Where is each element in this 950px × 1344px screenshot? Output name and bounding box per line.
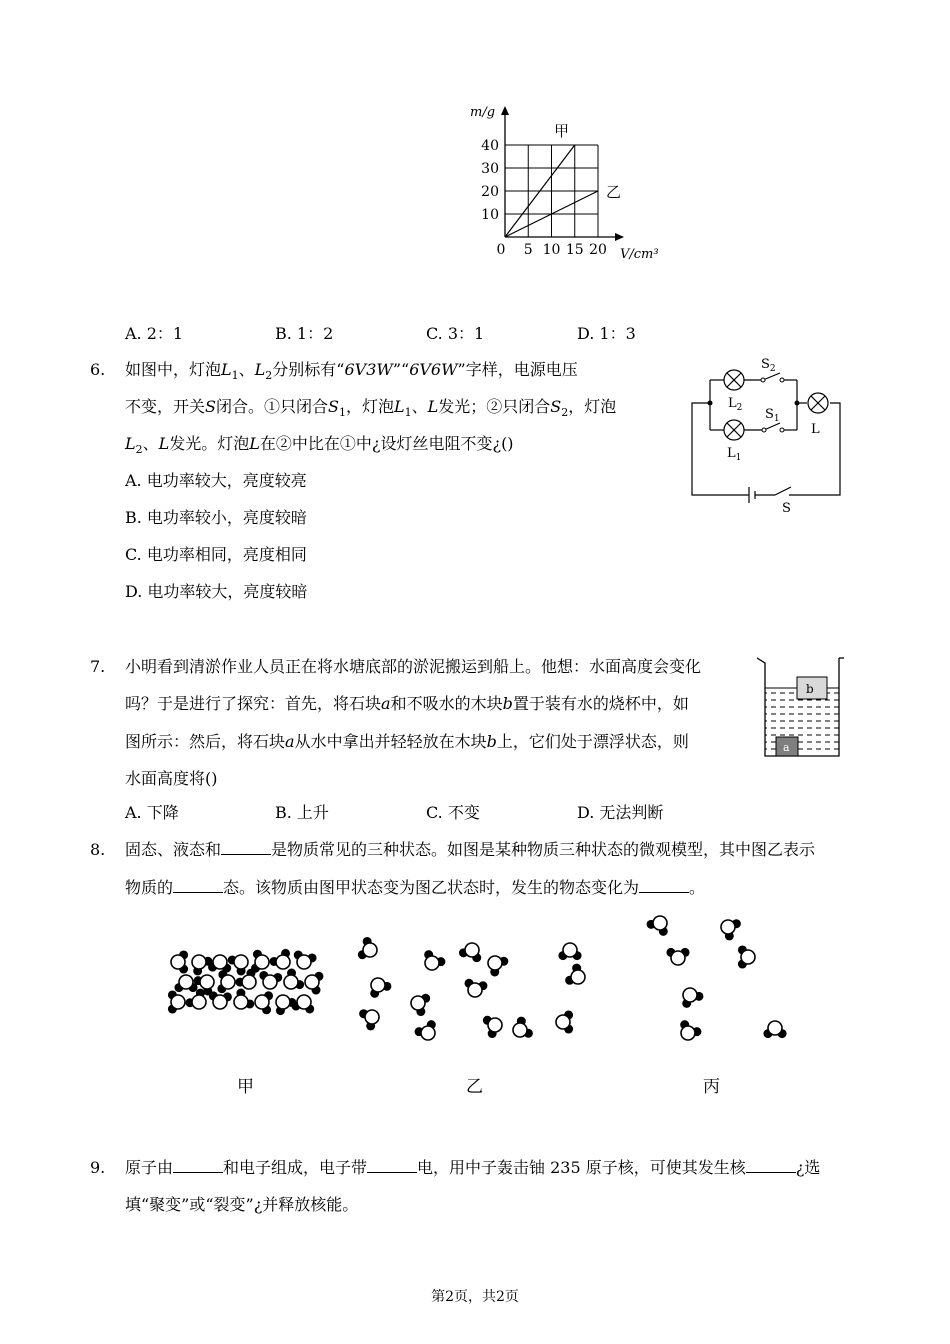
q6-text: 、 [142,434,159,453]
y-tick-label: 40 [481,138,499,154]
q8-text: 固态、液态和 [125,840,222,859]
rating-1: 6V3W [344,360,393,379]
q6-option-b[interactable]: B. 电功率较小，亮度较暗 [125,508,307,527]
molecule [558,943,581,960]
molecule [208,955,231,973]
blank-5[interactable] [367,1158,417,1173]
label-a: a [783,741,790,754]
q7-line-1: 小明看到清淤作业人员正在将水塘底部的淤泥搬运到船上。他想：水面高度会变化 [125,657,702,676]
blank-2[interactable] [173,878,223,893]
q5-option-c[interactable]: C. 3：1 [426,324,485,343]
var-S: S [205,397,216,416]
q6-line-3 [125,432,514,462]
x-tick-label: 0 [496,242,506,258]
var-L: L [393,397,405,416]
label-b: b [806,682,814,696]
q6-text: 在②中比在①中¿设灯丝电阻不变¿() [259,434,514,453]
q5-option-d[interactable]: D. 1：3 [577,324,636,343]
q8-text: 物质的 [125,878,174,897]
molecule [251,950,269,973]
q8-text: 态。该物质由图甲状态变为图乙状态时，发生的物态变化为 [223,878,640,897]
sub: 2 [561,406,569,420]
q8-line-1 [125,838,815,862]
sub: 1 [338,406,346,420]
q6-text: 发光；②只闭合 [438,397,551,416]
x-axis-label: V/cm³ [620,247,659,262]
q7-text: 从水中拿出并轻轻放在木块 [294,732,487,751]
q7-text: 上，它们处于漂浮状态，则 [496,732,689,751]
x-tick-labels [497,242,607,258]
molecule [284,969,304,990]
var-L: L [221,360,232,379]
q6-option-c[interactable]: C. 电功率相同，亮度相同 [125,545,307,564]
q8-number: 8. [90,840,106,859]
q9-number: 9. [90,1158,106,1177]
molecule [168,990,185,1013]
q7-option-c[interactable]: C. 不变 [426,803,480,822]
y-tick-label: 10 [481,207,499,223]
beaker-diagram [752,655,848,761]
q6-text: 、 [411,397,428,416]
molecule [488,956,508,976]
q6-text: ，灯泡 [345,397,394,416]
q9-text: ¿选 [795,1158,821,1177]
var-L: L [125,434,136,453]
molecule [217,970,235,993]
q7-line-3 [125,730,689,754]
rating-2: 6V6W [409,360,458,379]
molecule [763,1021,786,1038]
molecule [259,971,282,989]
x-tick-label: 20 [589,242,607,258]
q7-number: 7. [90,657,106,676]
molecule [666,948,689,965]
molecule [359,1009,379,1030]
q7-text: 吗？于是进行了探究：首先，将石块 [125,694,382,713]
label-S1: $S_1$ [765,407,780,424]
var-S: S [550,397,562,416]
molecule [234,989,254,1009]
var-b: b [486,732,497,751]
q7-line-4: 水面高度将() [125,769,218,788]
page-footer: 第2页，共2页 [431,1289,519,1305]
var-a: a [381,694,391,713]
label-L2: $L_2$ [728,396,743,413]
x-tick-label: 10 [542,242,561,258]
var-L: L [427,397,439,416]
y-tick-labels [481,138,499,223]
sub: 2 [135,443,143,457]
state-label-bing: 丙 [703,1077,720,1097]
sub: 1 [231,369,239,383]
y-axis-label: m/g [470,105,496,120]
molecule [186,989,206,1009]
molecule [556,1010,573,1033]
q6-text: 、 [238,360,255,379]
q6-number: 6. [90,360,106,379]
circuit-diagram [685,355,850,517]
molecule [270,949,291,969]
q6-text: 分别标有“ [272,360,345,379]
q7-line-2 [125,692,689,716]
x-tick-label: 5 [523,242,533,258]
blank-6[interactable] [746,1158,796,1173]
molecule [483,1016,502,1038]
q9-line-1 [125,1156,820,1180]
q7-text: 图所示：然后，将石块 [125,732,286,751]
molecule [209,991,232,1009]
blank-3[interactable] [639,878,689,893]
state-label-jia: 甲 [237,1077,254,1097]
series-jia-label: 甲 [554,122,570,140]
q6-text: 发光。灯泡 [169,434,250,453]
var-a: a [285,732,295,751]
sub: 1 [404,406,412,420]
q6-text: ”字样，电源电压 [457,360,578,379]
graph-grid [505,145,598,237]
molecule [465,979,488,997]
q6-text: 闭合。①只闭合 [215,397,328,416]
mass-volume-graph [460,100,680,270]
blank-4[interactable] [173,1158,223,1173]
molecule [721,919,741,940]
sub: 2 [265,369,273,383]
molecule [565,964,585,985]
q6-text: ，灯泡 [568,397,617,416]
y-tick-label: 30 [481,161,499,177]
x-tick-label: 15 [565,242,584,258]
molecule [424,950,445,970]
q7-option-d[interactable]: D. 无法判断 [577,803,664,822]
molecule [738,945,755,968]
q8-text: 是物质常见的三种状态。如图是某种物质三种状态的微观模型，其中图乙表示 [271,840,816,859]
q6-option-d[interactable]: D. 电功率较大，亮度较暗 [125,582,308,601]
label-S2: $S_2$ [761,357,776,374]
y-axis-arrow [501,106,509,115]
q8-text: 。 [689,878,706,897]
q6-text: 如图中，灯泡 [125,360,222,379]
q5-option-a[interactable]: A. 2：1 [125,324,184,343]
q9-text: 电，用中子轰击铀 235 原子核，可使其发生核 [417,1158,746,1177]
molecule [682,988,703,1008]
q6-text: ”“ [392,360,410,379]
molecule [647,916,668,936]
q9-line-2: 填“聚变”或“裂变”¿并释放核能。 [125,1195,359,1214]
molecule [294,951,317,969]
state-label-yi: 乙 [466,1077,483,1097]
molecule [411,994,430,1016]
molecule-states-diagram [150,905,810,1065]
var-L: L [254,360,266,379]
q8-line-2 [125,876,705,900]
label-L1: $L_1$ [727,446,742,463]
molecule [305,972,323,995]
q9-text: 原子由 [125,1158,174,1177]
molecule [415,1020,436,1040]
var-L: L [158,434,170,453]
label-L: L [811,422,820,437]
q7-text: 和不吸水的木块 [390,694,503,713]
y-tick-label: 20 [481,184,499,200]
molecule [228,955,248,975]
molecule [174,975,197,992]
var-L: L [249,434,260,453]
molecule [370,978,391,998]
q7-option-a[interactable]: A. 下降 [125,803,179,822]
label-S: S [782,501,791,516]
blank-1[interactable] [221,840,271,855]
series-yi-label: 乙 [606,183,622,201]
q9-text: 和电子组成，电子带 [223,1158,368,1177]
molecule [513,1017,533,1038]
q7-text: 置于装有水的烧杯中，如 [512,694,689,713]
q6-text: 不变，开关 [125,397,206,416]
q6-line-1 [125,358,578,388]
molecule [291,995,314,1013]
molecule [255,991,273,1014]
x-axis-arrow [615,233,624,241]
molecule [171,950,188,973]
q6-line-2 [125,395,616,425]
molecule [459,943,481,962]
q7-option-b[interactable]: B. 上升 [275,803,329,822]
molecule [358,937,377,959]
q5-option-b[interactable]: B. 1：2 [275,324,334,343]
molecule [680,1020,701,1040]
var-b: b [502,694,513,713]
q6-option-a[interactable]: A. 电功率较大，亮度较亮 [125,471,307,490]
var-S: S [328,397,339,416]
